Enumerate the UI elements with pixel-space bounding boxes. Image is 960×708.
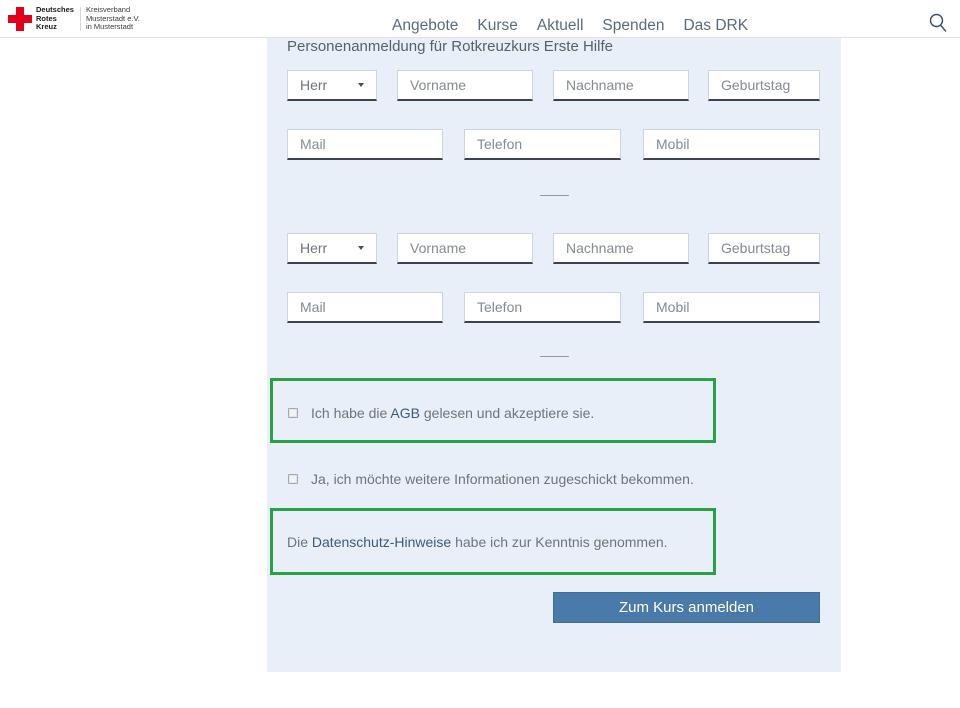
mobil-input-1[interactable] [643, 129, 820, 160]
nav-item-aktuell[interactable]: Aktuell [536, 17, 584, 34]
agb-link[interactable]: AGB [390, 405, 420, 421]
logo-divider [80, 7, 81, 31]
nav-item-kurse[interactable]: Kurse [477, 17, 518, 34]
header [0, 0, 960, 38]
datenschutz-link[interactable]: Datenschutz-Hinweise [311, 534, 452, 550]
agb-checkbox[interactable] [288, 408, 298, 418]
salutation-value-1: Herr [300, 77, 328, 93]
mail-input-2[interactable] [287, 292, 443, 323]
chevron-down-icon [358, 246, 364, 250]
privacy-notice: Die Datenschutz-Hinweise habe ich zur Kenntnis genommen. [287, 534, 668, 550]
search-icon[interactable] [926, 11, 950, 35]
chevron-down-icon [358, 83, 364, 87]
red-cross-icon [8, 7, 32, 31]
salutation-value-2: Herr [300, 240, 328, 256]
vorname-input-2[interactable] [397, 233, 533, 264]
telefon-input-2[interactable] [464, 292, 621, 323]
newsletter-checkbox[interactable] [288, 474, 298, 484]
registration-form-panel [267, 38, 841, 672]
nachname-input-1[interactable] [553, 70, 689, 101]
drk-logo[interactable] [8, 6, 140, 32]
vorname-input-1[interactable] [397, 70, 533, 101]
submit-button[interactable]: Zum Kurs anmelden [553, 592, 820, 623]
salutation-select-1[interactable] [287, 70, 377, 101]
geburtstag-input-2[interactable] [708, 233, 820, 264]
nachname-input-2[interactable] [553, 233, 689, 264]
person-block-divider [540, 195, 569, 196]
agb-checkbox-row [288, 405, 594, 421]
newsletter-label: Ja, ich möchte weitere Informationen zugeschickt bekommen. [311, 471, 694, 487]
nav-item-spenden[interactable]: Spenden [602, 17, 665, 34]
mail-input-1[interactable] [287, 129, 443, 160]
geburtstag-input-1[interactable] [708, 70, 820, 101]
logo-brand-text: Deutsches Rotes Kreuz [36, 5, 74, 31]
agb-label: Ich habe die AGB gelesen und akzeptiere sie. [311, 405, 595, 421]
main-nav [392, 17, 748, 35]
newsletter-checkbox-row [288, 471, 694, 487]
salutation-select-2[interactable] [287, 233, 377, 264]
logo-org-text: Kreisverband Musterstadt e.V. in Musterstadt [85, 5, 140, 31]
telefon-input-1[interactable] [464, 129, 621, 160]
mobil-input-2[interactable] [643, 292, 820, 323]
person-block-divider [540, 356, 569, 357]
nav-item-angebote[interactable]: Angebote [392, 17, 459, 34]
nav-item-das-drk[interactable]: Das DRK [683, 17, 749, 34]
form-title: Personenanmeldung für Rotkreuzkurs Erste Hilfe [287, 38, 613, 55]
